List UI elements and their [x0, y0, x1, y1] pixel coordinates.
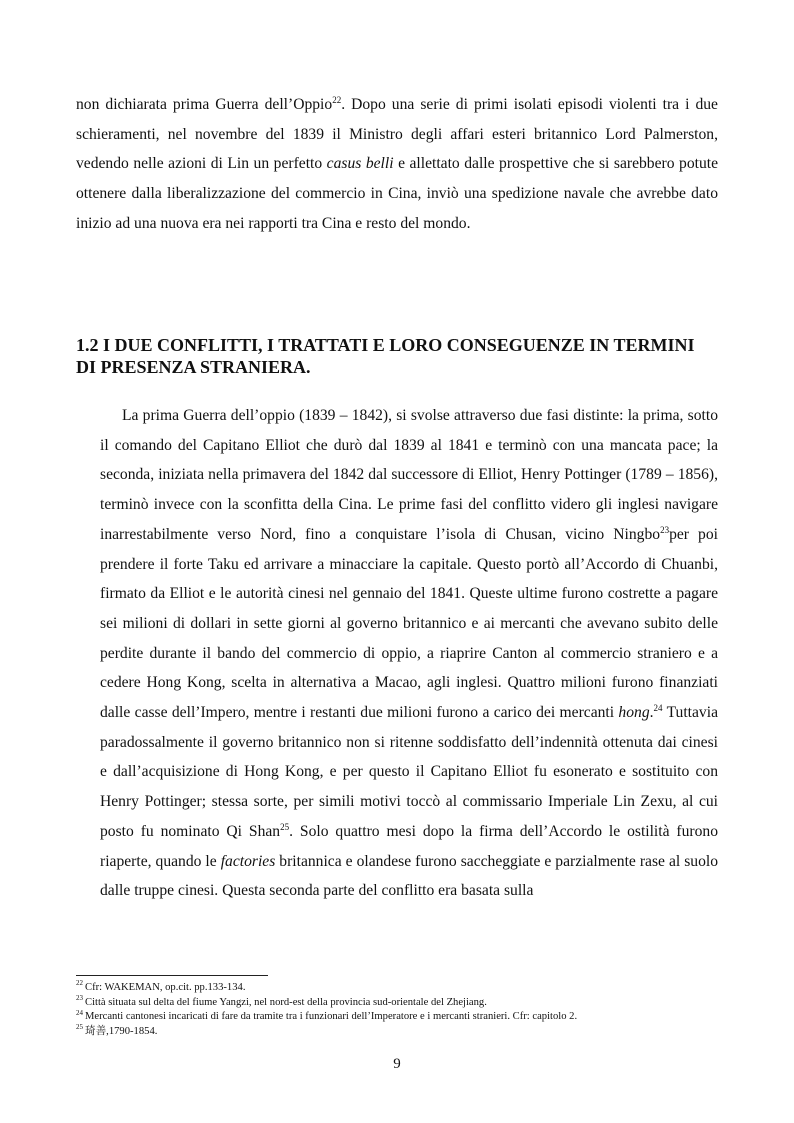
intro-paragraph [76, 90, 718, 239]
footnote-number: 22 [76, 979, 83, 988]
footnote-separator [76, 975, 268, 976]
text-run: Tuttavia paradossalmente il governo britannico non si ritenne soddisfatto dell’indennità ottenuta dai cinesi e dall’acquisizione di Hong Kong, e per questo il Capitano Elliot fu esonerato e sostituito con Henry Pottinger; stessa sorte, per simili motivi toccò al commissario Imperiale Lin Zexu, al cui posto fu nominato Qi Shan [100, 704, 718, 840]
footnote-text: Città situata sul delta del fiume Yangzi, nel nord-est della provincia sud-orientale del Zhejiang. [85, 996, 487, 1008]
footnote-ref-22[interactable]: 22 [332, 94, 342, 105]
italic-term-factories: factories [220, 852, 276, 870]
footnotes [76, 981, 756, 1039]
page-number: 9 [393, 1056, 401, 1072]
footnote-text: 琦善,1790-1854. [85, 1025, 158, 1037]
footnote-number: 23 [76, 994, 83, 1003]
text-run: . Solo quattro mesi dopo la firma dell’Accordo le ostilità furono riaperte, quando le [100, 822, 719, 870]
footnote-ref-23[interactable]: 23 [660, 524, 670, 535]
footnote-24 [76, 1010, 756, 1025]
footnote-text: Mercanti cantonesi incaricati di fare da tramite tra i funzionari dell’Imperatore e i mercanti stranieri. Cfr: capitolo 2. [85, 1011, 578, 1023]
footnote-text: Cfr: WAKEMAN, op.cit. pp.133-134. [85, 982, 246, 993]
footnote-23 [76, 996, 756, 1011]
footnote-22 [76, 981, 756, 996]
text-run: e allettato dalle prospettive che si sarebbero potute ottenere dalla liberalizzazione del commercio in Cina, inviò una spedizione navale che avrebbe dato inizio ad una nuova era nei rapporti tra Cina e resto del mondo. [76, 155, 718, 232]
text-run: non dichiarata prima Guerra dell’Oppio [76, 96, 333, 113]
footnote-number: 24 [76, 1008, 83, 1017]
text-run: . [649, 704, 654, 722]
footnote-25 [76, 1025, 756, 1040]
text-run: La prima Guerra dell’oppio (1839 – 1842), si svolse attraverso due fasi distinte: la prima, sotto il comando del Capitano Elliot che durò dal 1839 al 1841 e terminò con una mancata pace; la seconda, iniziata nella primavera del 1842 dal successore di Elliot, Henry Pottinger (1789 – 1856), terminò invece con la sconfitta della Cina. Le prime fasi del conflitto videro gli inglesi navigare inarrestabilmente verso Nord, fino a conquistare l’isola di Chusan, vicino Ningbo [100, 407, 718, 543]
footnote-ref-25[interactable]: 25 [280, 821, 290, 832]
footnote-number: 25 [76, 1023, 83, 1032]
text-run: per poi prendere il forte Taku ed arrivare a minacciare la capitale. Questo portò all’Accordo di Chuanbi, firmato da Elliot e le autorità cinesi nel gennaio del 1841. Queste ultime furono costrette a pagare sei milioni di dollari in sette giorni al governo britannico e ai mercanti che avevano subito delle perdite durante il bando del commercio di oppio, a riaprire Canton al commercio straniero e a cedere Hong Kong, scelta in alternativa a Macao, agli inglesi. Quattro milioni furono finanziati dalle casse dell’Impero, mentre i restanti due milioni furono a carico dei mercanti [100, 525, 718, 722]
text-run: britannica e olandese furono saccheggiate e parzialmente rase al suolo dalle truppe cinesi. Questa seconda parte del conflitto era basata sulla [100, 852, 718, 900]
text-run: . Dopo una serie di primi isolati episodi violenti tra i due schieramenti, nel novembre del 1839 il Ministro degli affari esteri britannico Lord Palmerston, vedendo nelle azioni di Lin un perfetto [76, 96, 718, 173]
italic-term-casus-belli: casus belli [326, 155, 394, 173]
main-paragraph [100, 401, 718, 906]
italic-term-hong: hong [618, 704, 650, 722]
section-heading: 1.2 I DUE CONFLITTI, I TRATTATI E LORO CONSEGUENZE IN TERMINI DI PRESENZA STRANIERA. [76, 335, 695, 377]
footnote-ref-24[interactable]: 24 [653, 702, 663, 713]
